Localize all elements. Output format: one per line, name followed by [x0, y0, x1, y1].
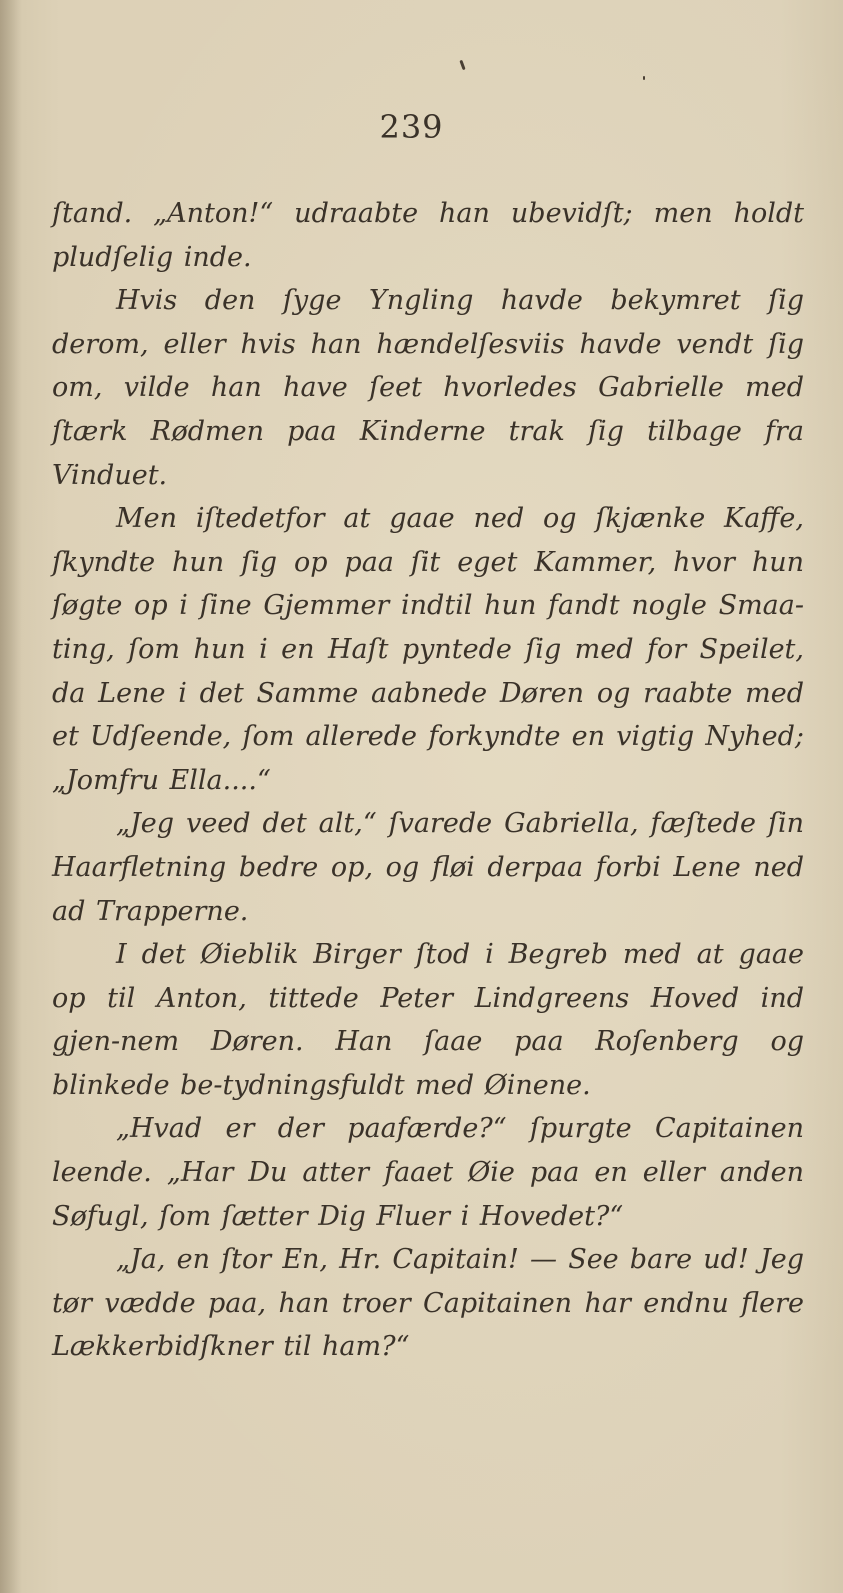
paragraph: „Hvad er der paafærde?“ ſpurgte Capitainen leende. „Har Du atter faaet Øie paa en eller anden Søfugl, ſom ſætter Dig Fluer i Hovedet?“: [52, 1113, 804, 1232]
paragraph: ſtand. „Anton!“ udraabte han ubevidſt; men holdt pludſelig inde.: [52, 198, 804, 273]
ink-speck: [643, 76, 645, 80]
paragraph: I det Øieblik Birger ſtod i Begreb med at gaae op til Anton, tittede Peter Lindgreens Hoved ind gjen-nem Døren. Han ſaae paa Roſenberg og blinkede be-tydningsfuldt med Øinene.: [52, 939, 804, 1101]
ink-speck: [459, 60, 465, 70]
page-spine-shadow: [0, 0, 22, 1593]
paragraph: Hvis den ſyge Yngling havde bekymret ſig derom, eller hvis han hændelſesviis havde vendt ſig om, vilde han have ſeet hvorledes Gabrielle med ſtærk Rødmen paa Kinderne trak ſig tilbage fra Vinduet.: [52, 285, 804, 491]
body-text: [52, 192, 804, 1369]
paragraph: „Ja, en ſtor En, Hr. Capitain! — See bare ud! Jeg tør vædde paa, han troer Capitainen har endnu flere Lækkerbidſkner til ham?“: [52, 1244, 804, 1363]
page-number: 239: [379, 108, 444, 146]
paragraph: Men iſtedetfor at gaae ned og ſkjænke Kaffe, ſkyndte hun ſig op paa ſit eget Kammer, hvor hun ſøgte op i ſine Gjemmer indtil hun fandt nogle Smaa-ting, ſom hun i en Haſt pyntede ſig med for Speilet, da Lene i det Samme aabnede Døren og raabte med et Udſeende, ſom allerede forkyndte en vigtig Nyhed; „Jomfru Ella....“: [52, 503, 804, 796]
paragraph: „Jeg veed det alt,“ ſvarede Gabriella, fæſtede ſin Haarfletning bedre op, og fløi derpaa forbi Lene ned ad Trapperne.: [52, 808, 804, 927]
